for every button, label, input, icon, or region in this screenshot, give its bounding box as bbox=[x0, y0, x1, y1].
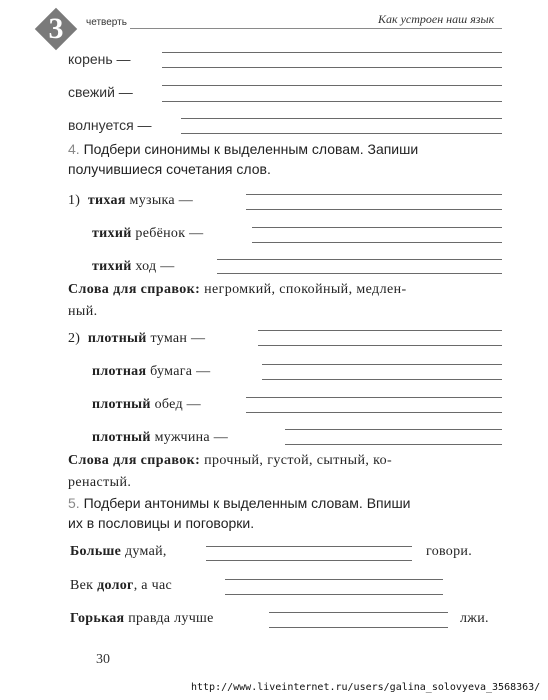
exercise-5-line-1: Подбери антонимы к выделенным словам. Впиши bbox=[83, 495, 411, 511]
answer-line bbox=[206, 560, 412, 561]
group-2-item-4 bbox=[92, 430, 228, 446]
answer-line bbox=[217, 273, 502, 274]
reference-words-1 bbox=[68, 279, 508, 323]
reference-line-2: ренастый. bbox=[68, 475, 132, 490]
group-2-item-2 bbox=[92, 364, 210, 380]
proverb-1-end: говори. bbox=[426, 544, 473, 559]
proverb-pre: Век bbox=[70, 578, 94, 593]
answer-line bbox=[246, 397, 502, 398]
answer-line bbox=[285, 444, 502, 445]
answer-line bbox=[181, 118, 502, 119]
phrase-rest: обед — bbox=[154, 397, 201, 412]
answer-line bbox=[217, 259, 502, 260]
phrase-rest: бумага — bbox=[150, 364, 211, 379]
phrase-rest: туман — bbox=[150, 331, 206, 346]
answer-line bbox=[262, 364, 502, 365]
word-volnuetsya: волнуется — bbox=[68, 117, 152, 133]
answer-line bbox=[252, 227, 502, 228]
proverb-2 bbox=[70, 578, 172, 594]
answer-line bbox=[262, 379, 502, 380]
word-koren: корень — bbox=[68, 51, 131, 67]
bold-word: тихий bbox=[92, 226, 132, 241]
bold-word: Больше bbox=[70, 544, 122, 559]
answer-line bbox=[252, 242, 502, 243]
reference-words-2 bbox=[68, 450, 508, 494]
proverb-3-end: лжи. bbox=[460, 611, 489, 626]
group-2-item-1 bbox=[68, 331, 205, 347]
answer-line bbox=[162, 85, 502, 86]
bold-word: тихий bbox=[92, 259, 132, 274]
bold-word: долог bbox=[97, 578, 134, 593]
quarter-badge-number: 3 bbox=[48, 12, 64, 45]
answer-line bbox=[225, 579, 443, 580]
answer-line bbox=[181, 133, 502, 134]
page-number: 30 bbox=[96, 652, 110, 667]
answer-line bbox=[206, 546, 412, 547]
phrase-rest: музыка — bbox=[129, 193, 194, 208]
bold-word: плотный bbox=[92, 430, 151, 445]
exercise-5-instruction bbox=[68, 493, 508, 533]
group-2-marker: 2) bbox=[68, 331, 81, 346]
answer-line bbox=[225, 594, 443, 595]
exercise-5-line-2: их в пословицы и поговорки. bbox=[68, 515, 255, 531]
proverb-rest: , а час bbox=[133, 578, 172, 593]
exercise-5-number: 5. bbox=[68, 495, 80, 511]
reference-line-1: негромкий, спокойный, медлен- bbox=[204, 282, 407, 297]
running-title: Как устроен наш язык bbox=[378, 12, 495, 26]
proverb-1 bbox=[70, 544, 167, 560]
answer-line bbox=[162, 101, 502, 102]
word-svezhiy: свежий — bbox=[68, 84, 133, 100]
exercise-4-text: Подбери синонимы к выделенным словам. Запиши получившиеся сочетания слов. bbox=[68, 141, 419, 177]
phrase-rest: ход — bbox=[135, 259, 175, 274]
group-1-marker: 1) bbox=[68, 193, 81, 208]
header-divider bbox=[130, 28, 502, 29]
reference-line-2: ный. bbox=[68, 304, 98, 319]
proverb-rest: думай, bbox=[124, 544, 167, 559]
bold-word: плотная bbox=[92, 364, 147, 379]
answer-line bbox=[258, 345, 502, 346]
exercise-4-instruction bbox=[68, 139, 508, 179]
answer-line bbox=[285, 429, 502, 430]
group-1-item-3 bbox=[92, 259, 175, 275]
answer-line bbox=[162, 52, 502, 53]
group-2-item-3 bbox=[92, 397, 201, 413]
reference-label: Слова для справок: bbox=[68, 453, 201, 468]
answer-line bbox=[246, 194, 502, 195]
exercise-4-number: 4. bbox=[68, 141, 80, 157]
group-1-item-1 bbox=[68, 193, 193, 209]
reference-label: Слова для справок: bbox=[68, 282, 201, 297]
answer-line bbox=[162, 67, 502, 68]
bold-word: Горькая bbox=[70, 611, 125, 626]
group-1-item-2 bbox=[92, 226, 203, 242]
source-url: http://www.liveinternet.ru/users/galina_solovyeva_3568363/ bbox=[191, 682, 541, 693]
answer-line bbox=[246, 209, 502, 210]
reference-line-1: прочный, густой, сытный, ко- bbox=[204, 453, 393, 468]
quarter-label: четверть bbox=[86, 17, 127, 28]
answer-line bbox=[269, 627, 448, 628]
bold-word: тихая bbox=[87, 193, 126, 208]
answer-line bbox=[258, 330, 502, 331]
phrase-rest: ребёнок — bbox=[135, 226, 204, 241]
answer-line bbox=[246, 412, 502, 413]
proverb-rest: правда лучше bbox=[128, 611, 214, 626]
answer-line bbox=[269, 612, 448, 613]
bold-word: плотный bbox=[87, 331, 147, 346]
proverb-3 bbox=[70, 611, 214, 627]
bold-word: плотный bbox=[92, 397, 151, 412]
phrase-rest: мужчина — bbox=[154, 430, 229, 445]
